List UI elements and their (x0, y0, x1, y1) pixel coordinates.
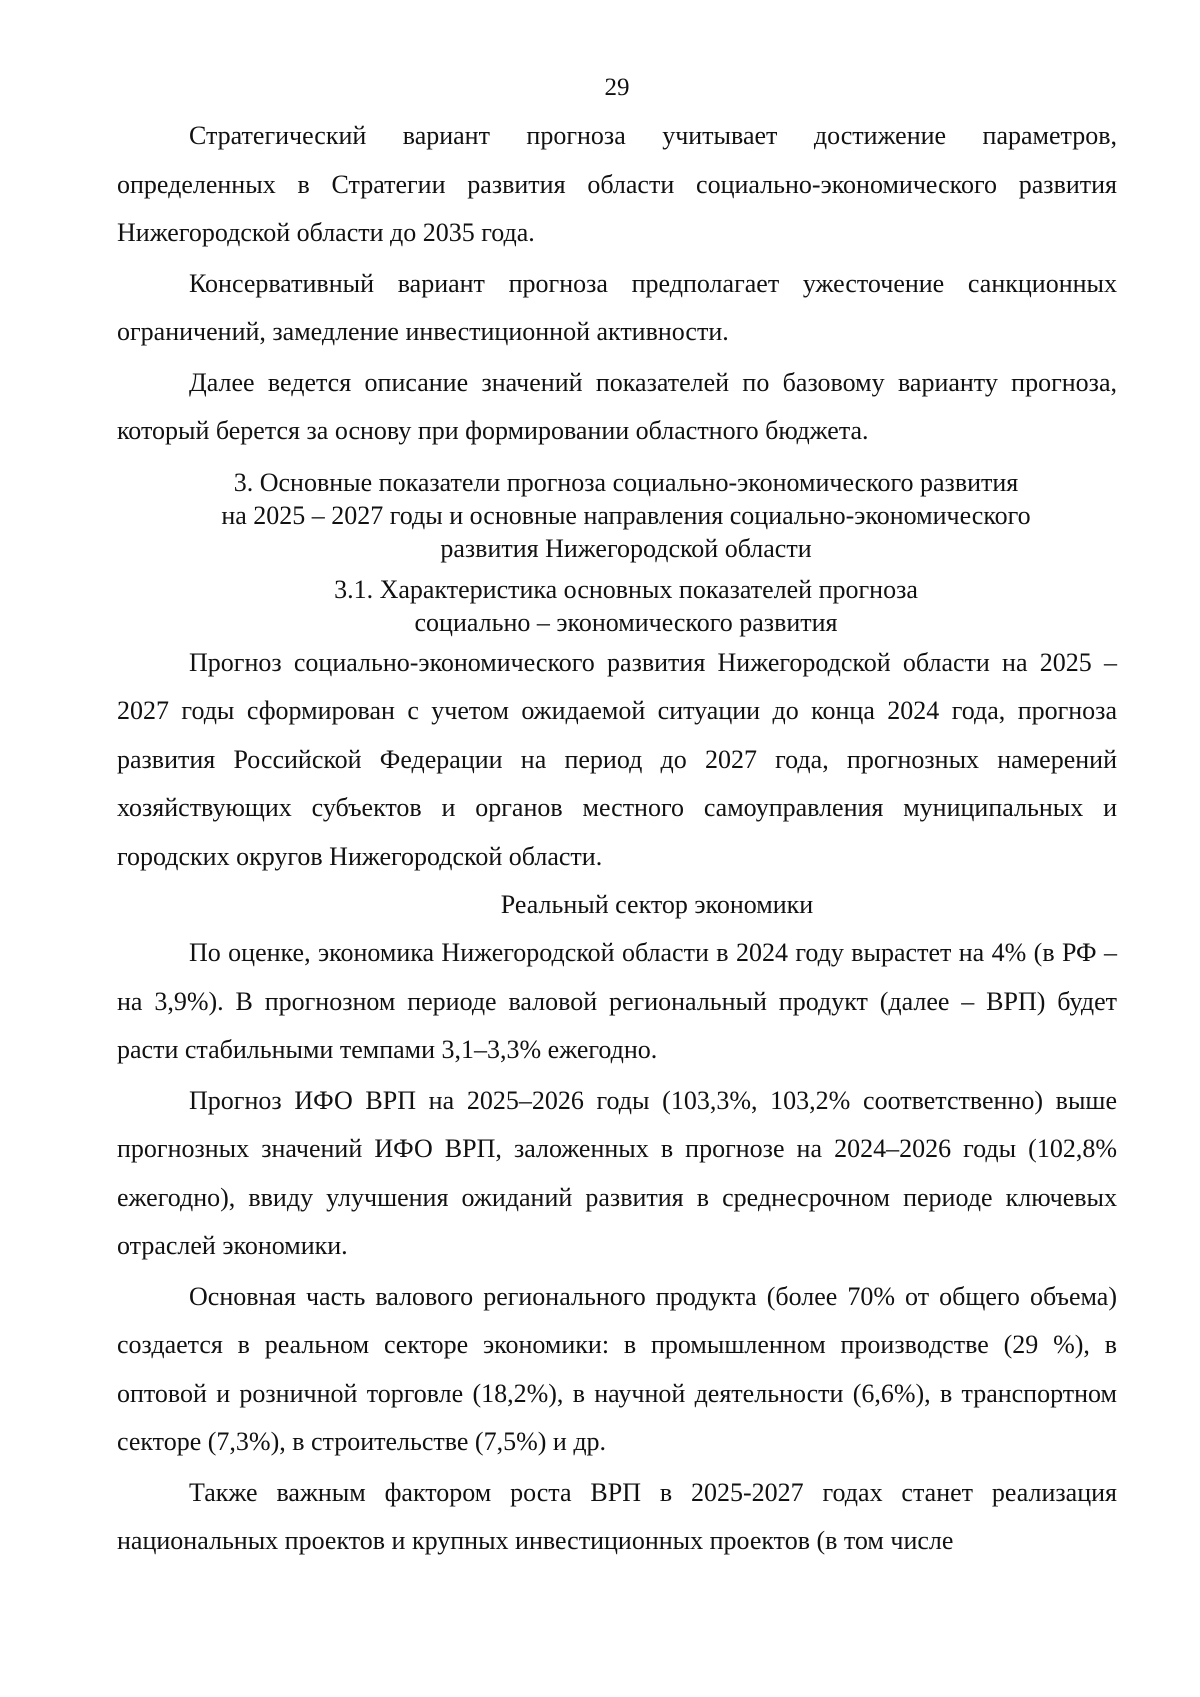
section-title-real-sector: Реальный сектор экономики (500, 890, 814, 919)
paragraph-base-variant: Далее ведется описание значений показателей по базовому варианту прогноза, который берется за основу при формировании областного бюджета. (117, 367, 1117, 445)
paragraph-grp-estimate: По оценке, экономика Нижегородской области в 2024 году вырастет на 4% (в РФ – на 3,9%). В прогнозном периоде валовой региональный продукт (далее – ВРП) будет расти стабильными темпами 3,1–3,3% ежегодно. (117, 938, 1117, 1064)
paragraph-grp-structure: Основная часть валового регионального продукта (более 70% от общего объема) создается в реальном секторе экономики: в промышленном производстве (29 %), в оптовой и розничной торговле (18,2%), в научной деятельности (6,6%), в транспортном секторе (7,3%), в строительстве (7,5%) и др. (117, 1281, 1117, 1456)
section-heading-line-1: 3. Основные показатели прогноза социально-экономического развития (233, 467, 1019, 497)
section-heading-line-3: развития Нижегородской области (440, 533, 812, 563)
section-heading (117, 466, 1117, 565)
paragraph-forecast: Прогноз социально-экономического развития Нижегородской области на 2025 – 2027 годы сформирован с учетом ожидаемой ситуации до конца 2024 года, прогноза развития Российской Федерации на период до 2027 года, прогнозных намерений хозяйствующих субъектов и органов местного самоуправления муниципальных и городских округов Нижегородской области. (117, 647, 1117, 871)
paragraph-conservative-variant: Консервативный вариант прогноза предполагает ужесточение санкционных ограничений, замедление инвестиционной активности. (117, 268, 1117, 346)
document-body (117, 112, 1117, 1566)
section-heading-line-2: на 2025 – 2027 годы и основные направления социально-экономического (221, 500, 1031, 530)
page-number: 29 (604, 74, 630, 101)
subsection-heading-line-1: 3.1. Характеристика основных показателей прогноза (334, 574, 918, 604)
subsection-heading-line-2: социально – экономического развития (414, 607, 838, 637)
paragraph-strategic-variant: Стратегический вариант прогноза учитывает достижение параметров, определенных в Стратегии развития области социально-экономического развития Нижегородской области до 2035 года. (117, 121, 1117, 247)
subsection-heading (117, 573, 1117, 639)
paragraph-ifo-grp: Прогноз ИФО ВРП на 2025–2026 годы (103,3%, 103,2% соответственно) выше прогнозных значений ИФО ВРП, заложенных в прогнозе на 2024–2026 годы (102,8% ежегодно), ввиду улучшения ожиданий развития в среднесрочном периоде ключевых отраслей экономики. (117, 1085, 1117, 1260)
paragraph-national-projects: Также важным фактором роста ВРП в 2025-2027 годах станет реализация национальных проектов и крупных инвестиционных проектов (в том числе (117, 1477, 1117, 1555)
